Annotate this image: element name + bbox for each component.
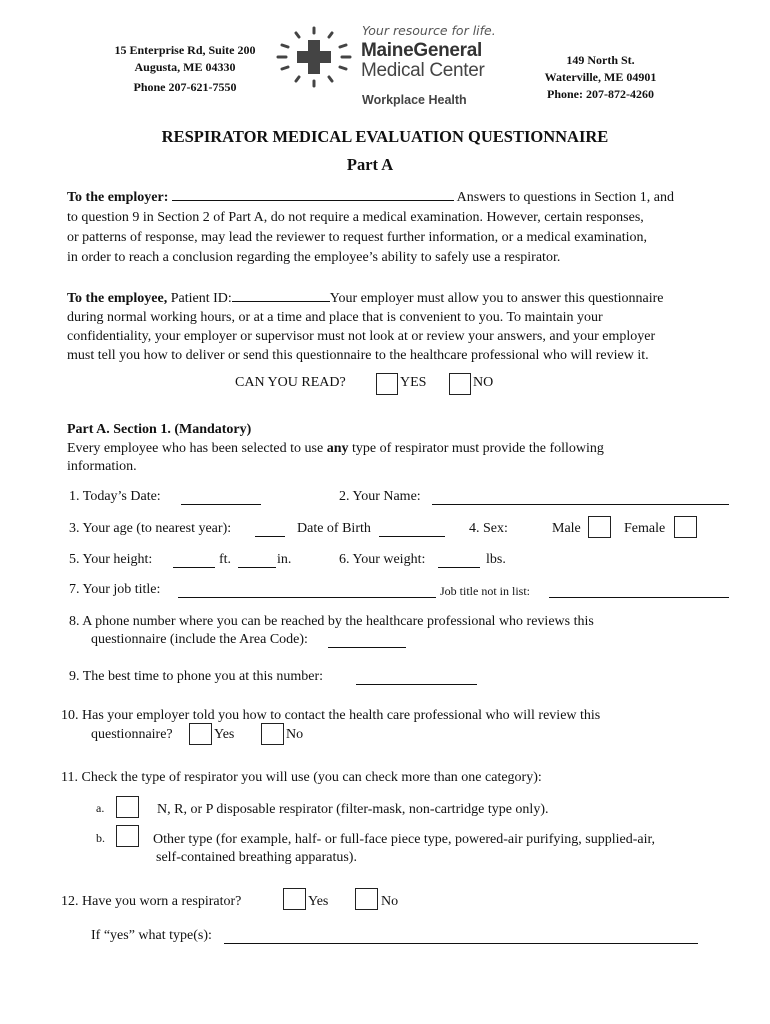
q1-label: 1. Today’s Date:	[69, 489, 161, 504]
q2-label: 2. Your Name:	[339, 489, 421, 504]
feet-label: ft.	[219, 552, 232, 567]
q11-label: 11. Check the type of respirator you will use (you can check more than one category):	[61, 770, 542, 785]
left-address	[100, 42, 270, 96]
right-address-line-3: Phone: 207-872-4260	[547, 87, 654, 101]
q3-label: 3. Your age (to nearest year):	[69, 521, 232, 536]
q10-yes-checkbox[interactable]	[189, 723, 212, 745]
logo-name: MaineGeneral	[361, 40, 483, 61]
employer-line-1-text: Answers to questions in Section 1, and	[456, 190, 674, 205]
male-checkbox[interactable]	[588, 516, 611, 538]
weight-field[interactable]	[438, 553, 480, 568]
q4-label: 4. Sex:	[469, 521, 508, 536]
height-inches-field[interactable]	[238, 553, 276, 568]
employee-line-3: confidentiality, your employer or supervisor must not look at or review your answers, and your employer	[67, 329, 656, 344]
can-read-no-checkbox[interactable]	[449, 373, 471, 395]
section-1-heading: Part A. Section 1. (Mandatory)	[67, 422, 252, 437]
logo-subname: Medical Center	[361, 60, 485, 81]
employer-paragraph	[67, 186, 674, 268]
q11-b-letter: b.	[96, 831, 105, 845]
respirator-type-field[interactable]	[224, 929, 698, 944]
employee-label: To the employee,	[67, 291, 168, 306]
lbs-label: lbs.	[486, 552, 506, 567]
can-read-yes-label: YES	[400, 375, 427, 390]
q11-b-line-1: Other type (for example, half- or full-face piece type, powered-air purifying, supplied-air,	[153, 832, 656, 847]
q11-b-line-2: self-contained breathing apparatus).	[156, 850, 357, 865]
q6-label: 6. Your weight:	[339, 552, 426, 567]
employer-line-1	[67, 186, 674, 208]
job-not-listed-field[interactable]	[549, 583, 729, 598]
q10-yes-label: Yes	[214, 727, 235, 742]
q12-no-label: No	[381, 894, 399, 909]
q7-label: 7. Your job title:	[69, 582, 161, 597]
age-field[interactable]	[255, 522, 285, 537]
q12-no-checkbox[interactable]	[355, 888, 378, 910]
q10-no-checkbox[interactable]	[261, 723, 284, 745]
dob-field[interactable]	[379, 522, 445, 537]
employee-line-1	[67, 287, 664, 308]
can-read-no-label: NO	[473, 375, 494, 390]
employer-label: To the employer:	[67, 190, 169, 205]
right-address	[528, 52, 673, 103]
employee-line-2: during normal working hours, or at a time and place that is convenient to you. To maintain your	[67, 310, 603, 325]
left-address-line-2: Augusta, ME 04330	[134, 60, 236, 74]
employer-line-4: in order to reach a conclusion regarding the employee’s ability to safely use a respirator.	[67, 250, 561, 265]
q9-label: 9. The best time to phone you at this number:	[69, 669, 324, 684]
q8-line-2: questionnaire (include the Area Code):	[91, 632, 308, 647]
q12-yes-checkbox[interactable]	[283, 888, 306, 910]
cross-sunburst-icon	[274, 26, 354, 88]
q12-label: 12. Have you worn a respirator?	[61, 894, 242, 909]
phone-number-field[interactable]	[328, 633, 406, 648]
inches-label: in.	[277, 552, 292, 567]
employee-line-1-text: Your employer must allow you to answer this questionnaire	[329, 291, 664, 306]
can-read-yes-checkbox[interactable]	[376, 373, 398, 395]
can-read-question: CAN YOU READ?	[235, 375, 346, 390]
todays-date-field[interactable]	[181, 490, 261, 505]
q11-b-checkbox[interactable]	[116, 825, 139, 847]
employee-line-4: must tell you how to deliver or send this questionnaire to the healthcare professional who will review it.	[67, 348, 649, 363]
logo-tagline: Your resource for life.	[362, 23, 496, 38]
right-address-line-2: Waterville, ME 04901	[544, 70, 657, 84]
section-1-intro-line-1	[67, 440, 604, 458]
section-1-intro	[67, 440, 604, 476]
left-address-line-3: Phone 207-621-7550	[133, 80, 237, 94]
q8-line-1: 8. A phone number where you can be reached by the healthcare professional who reviews this	[69, 614, 594, 629]
patient-id-label: Patient ID:	[170, 291, 232, 306]
q5-label: 5. Your height:	[69, 552, 153, 567]
q10-line-1: 10. Has your employer told you how to contact the health care professional who will review this	[61, 708, 601, 723]
height-feet-field[interactable]	[173, 553, 215, 568]
q11-a-label: N, R, or P disposable respirator (filter-mask, non-cartridge type only).	[157, 802, 549, 817]
name-field[interactable]	[432, 490, 729, 505]
logo-division: Workplace Health	[362, 93, 467, 107]
intro-emphasis: any	[326, 441, 349, 456]
q10-no-label: No	[286, 727, 304, 742]
page-subtitle: Part A	[346, 155, 394, 174]
best-time-field[interactable]	[356, 670, 477, 685]
male-label: Male	[552, 521, 581, 536]
q10-line-2: questionnaire?	[91, 727, 173, 742]
patient-id-field[interactable]	[232, 287, 330, 302]
employer-line-3: or patterns of response, may lead the reviewer to request further information, or a medical examination,	[67, 230, 648, 245]
female-checkbox[interactable]	[674, 516, 697, 538]
job-not-listed-label: Job title not in list:	[440, 584, 531, 598]
intro-part-a: Every employee who has been selected to use	[67, 441, 327, 456]
section-1-intro-line-2: information.	[67, 459, 137, 474]
employer-name-field[interactable]	[172, 186, 454, 201]
q11-a-letter: a.	[96, 801, 105, 815]
intro-part-c: type of respirator must provide the following	[348, 441, 604, 456]
q11-a-checkbox[interactable]	[116, 796, 139, 818]
q12-yes-label: Yes	[308, 894, 329, 909]
job-title-field[interactable]	[178, 583, 436, 598]
page-title: RESPIRATOR MEDICAL EVALUATION QUESTIONNAIRE	[161, 127, 609, 146]
q12-type-label: If “yes” what type(s):	[91, 928, 212, 943]
dob-label: Date of Birth	[297, 521, 371, 536]
employer-line-2: to question 9 in Section 2 of Part A, do not require a medical examination. However, certain responses,	[67, 210, 644, 225]
female-label: Female	[624, 521, 666, 536]
employee-paragraph	[67, 287, 664, 365]
left-address-line-1: 15 Enterprise Rd, Suite 200	[114, 43, 256, 57]
right-address-line-1: 149 North St.	[566, 53, 635, 67]
